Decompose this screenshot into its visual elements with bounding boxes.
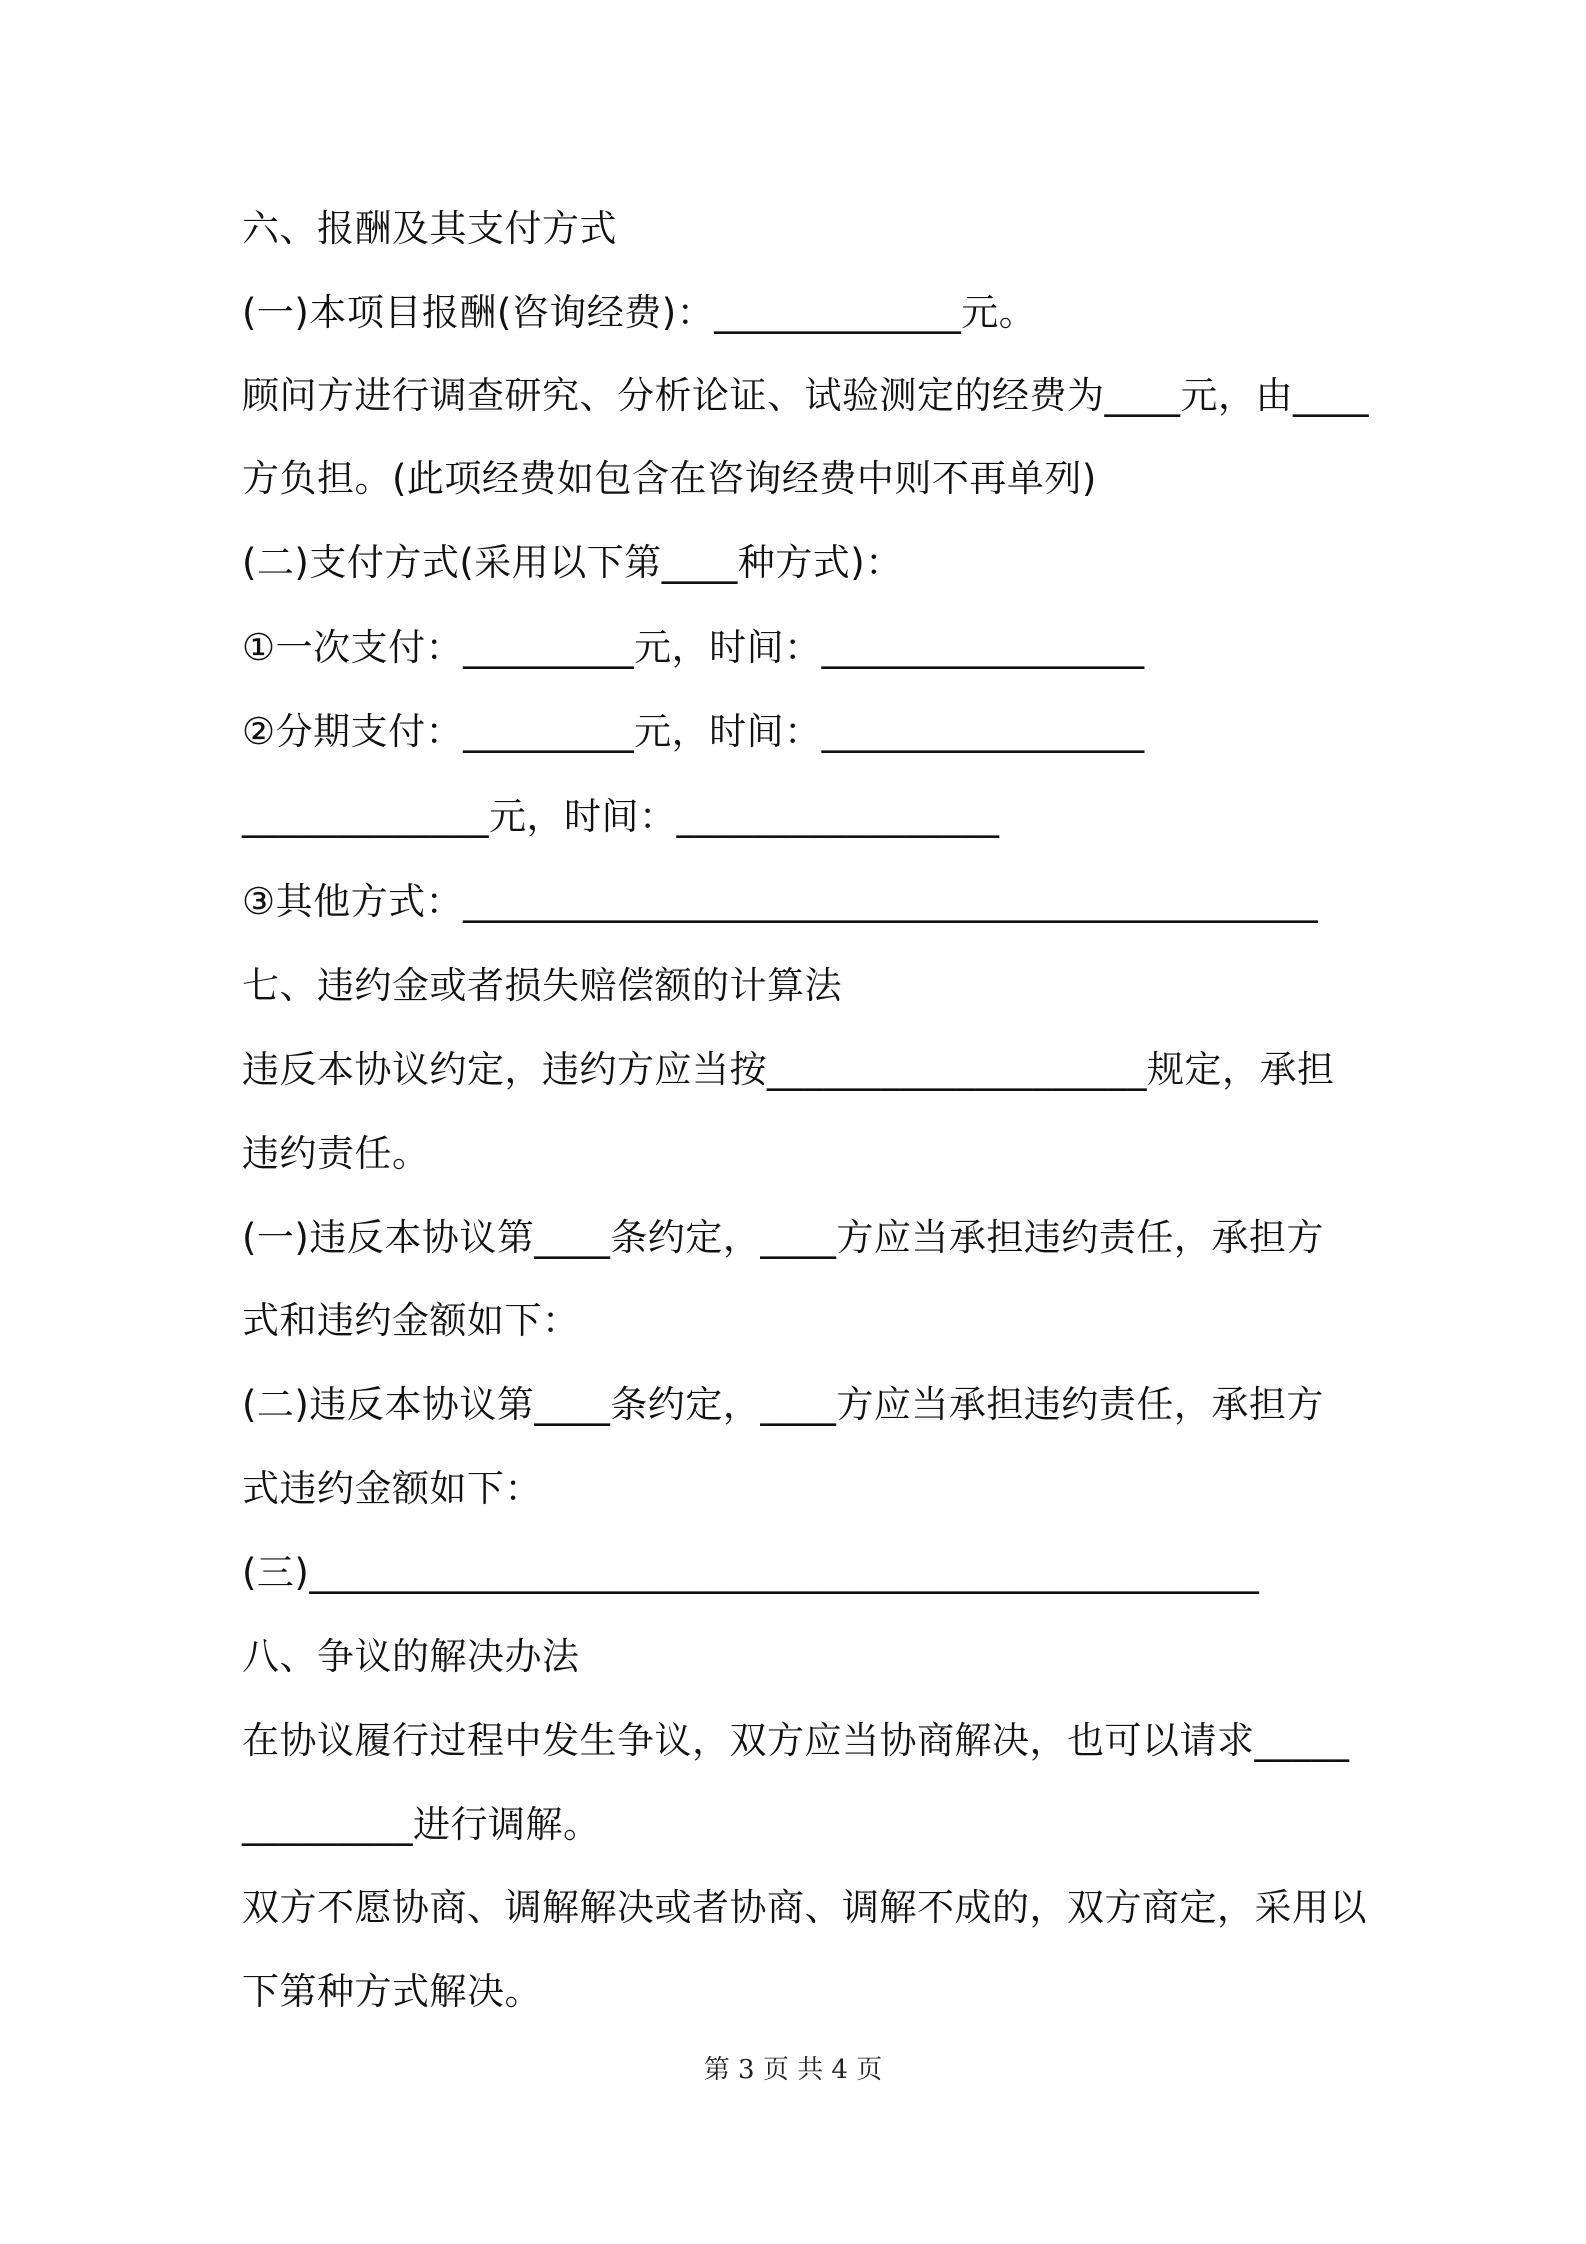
text-line: (二)支付方式(采用以下第____种方式)： (242, 541, 903, 584)
section-heading-7: 七、违约金或者损失赔偿额的计算法 (242, 964, 842, 1007)
text-line: 顾问方进行调查研究、分析论证、试验测定的经费为____元，由____ (242, 374, 1369, 417)
text-line: (三)__________________________________________________ (242, 1551, 1260, 1594)
section-heading-8: 八、争议的解决办法 (242, 1635, 580, 1678)
text-line: 在协议履行过程中发生争议，双方应当协商解决，也可以请求_____ (242, 1719, 1350, 1762)
text-line: (一)违反本协议第____条约定，____方应当承担违约责任，承担方 (242, 1216, 1324, 1259)
text-line: ③其他方式：_____________________________________________ (242, 880, 1319, 923)
text-line: 下第种方式解决。 (242, 1970, 542, 2013)
text-line: ②分期支付：_________元，时间：_________________ (242, 710, 1145, 753)
text-line: (二)违反本协议第____条约定，____方应当承担违约责任，承担方 (242, 1383, 1324, 1426)
text-line: _____________元，时间：_________________ (242, 795, 1000, 838)
page-number-footer: 第 3 页 共 4 页 (703, 2055, 883, 2085)
text-line: 违约责任。 (242, 1132, 430, 1175)
text-line: 双方不愿协商、调解解决或者协商、调解不成的，双方商定，采用以 (242, 1886, 1367, 1929)
text-line: 违反本协议约定，违约方应当按____________________规定，承担 (242, 1048, 1335, 1091)
text-line: (一)本项目报酬(咨询经费)：_____________元。 (242, 291, 1037, 334)
section-heading-6: 六、报酬及其支付方式 (242, 207, 617, 250)
text-line: 式和违约金额如下： (242, 1299, 580, 1342)
text-line: 方负担。(此项经费如包含在咨询经费中则不再单列) (242, 457, 1097, 500)
text-line: _________进行调解。 (242, 1803, 601, 1846)
text-line: 式违约金额如下： (242, 1467, 542, 1510)
text-line: ①一次支付：_________元，时间：_________________ (242, 626, 1145, 669)
